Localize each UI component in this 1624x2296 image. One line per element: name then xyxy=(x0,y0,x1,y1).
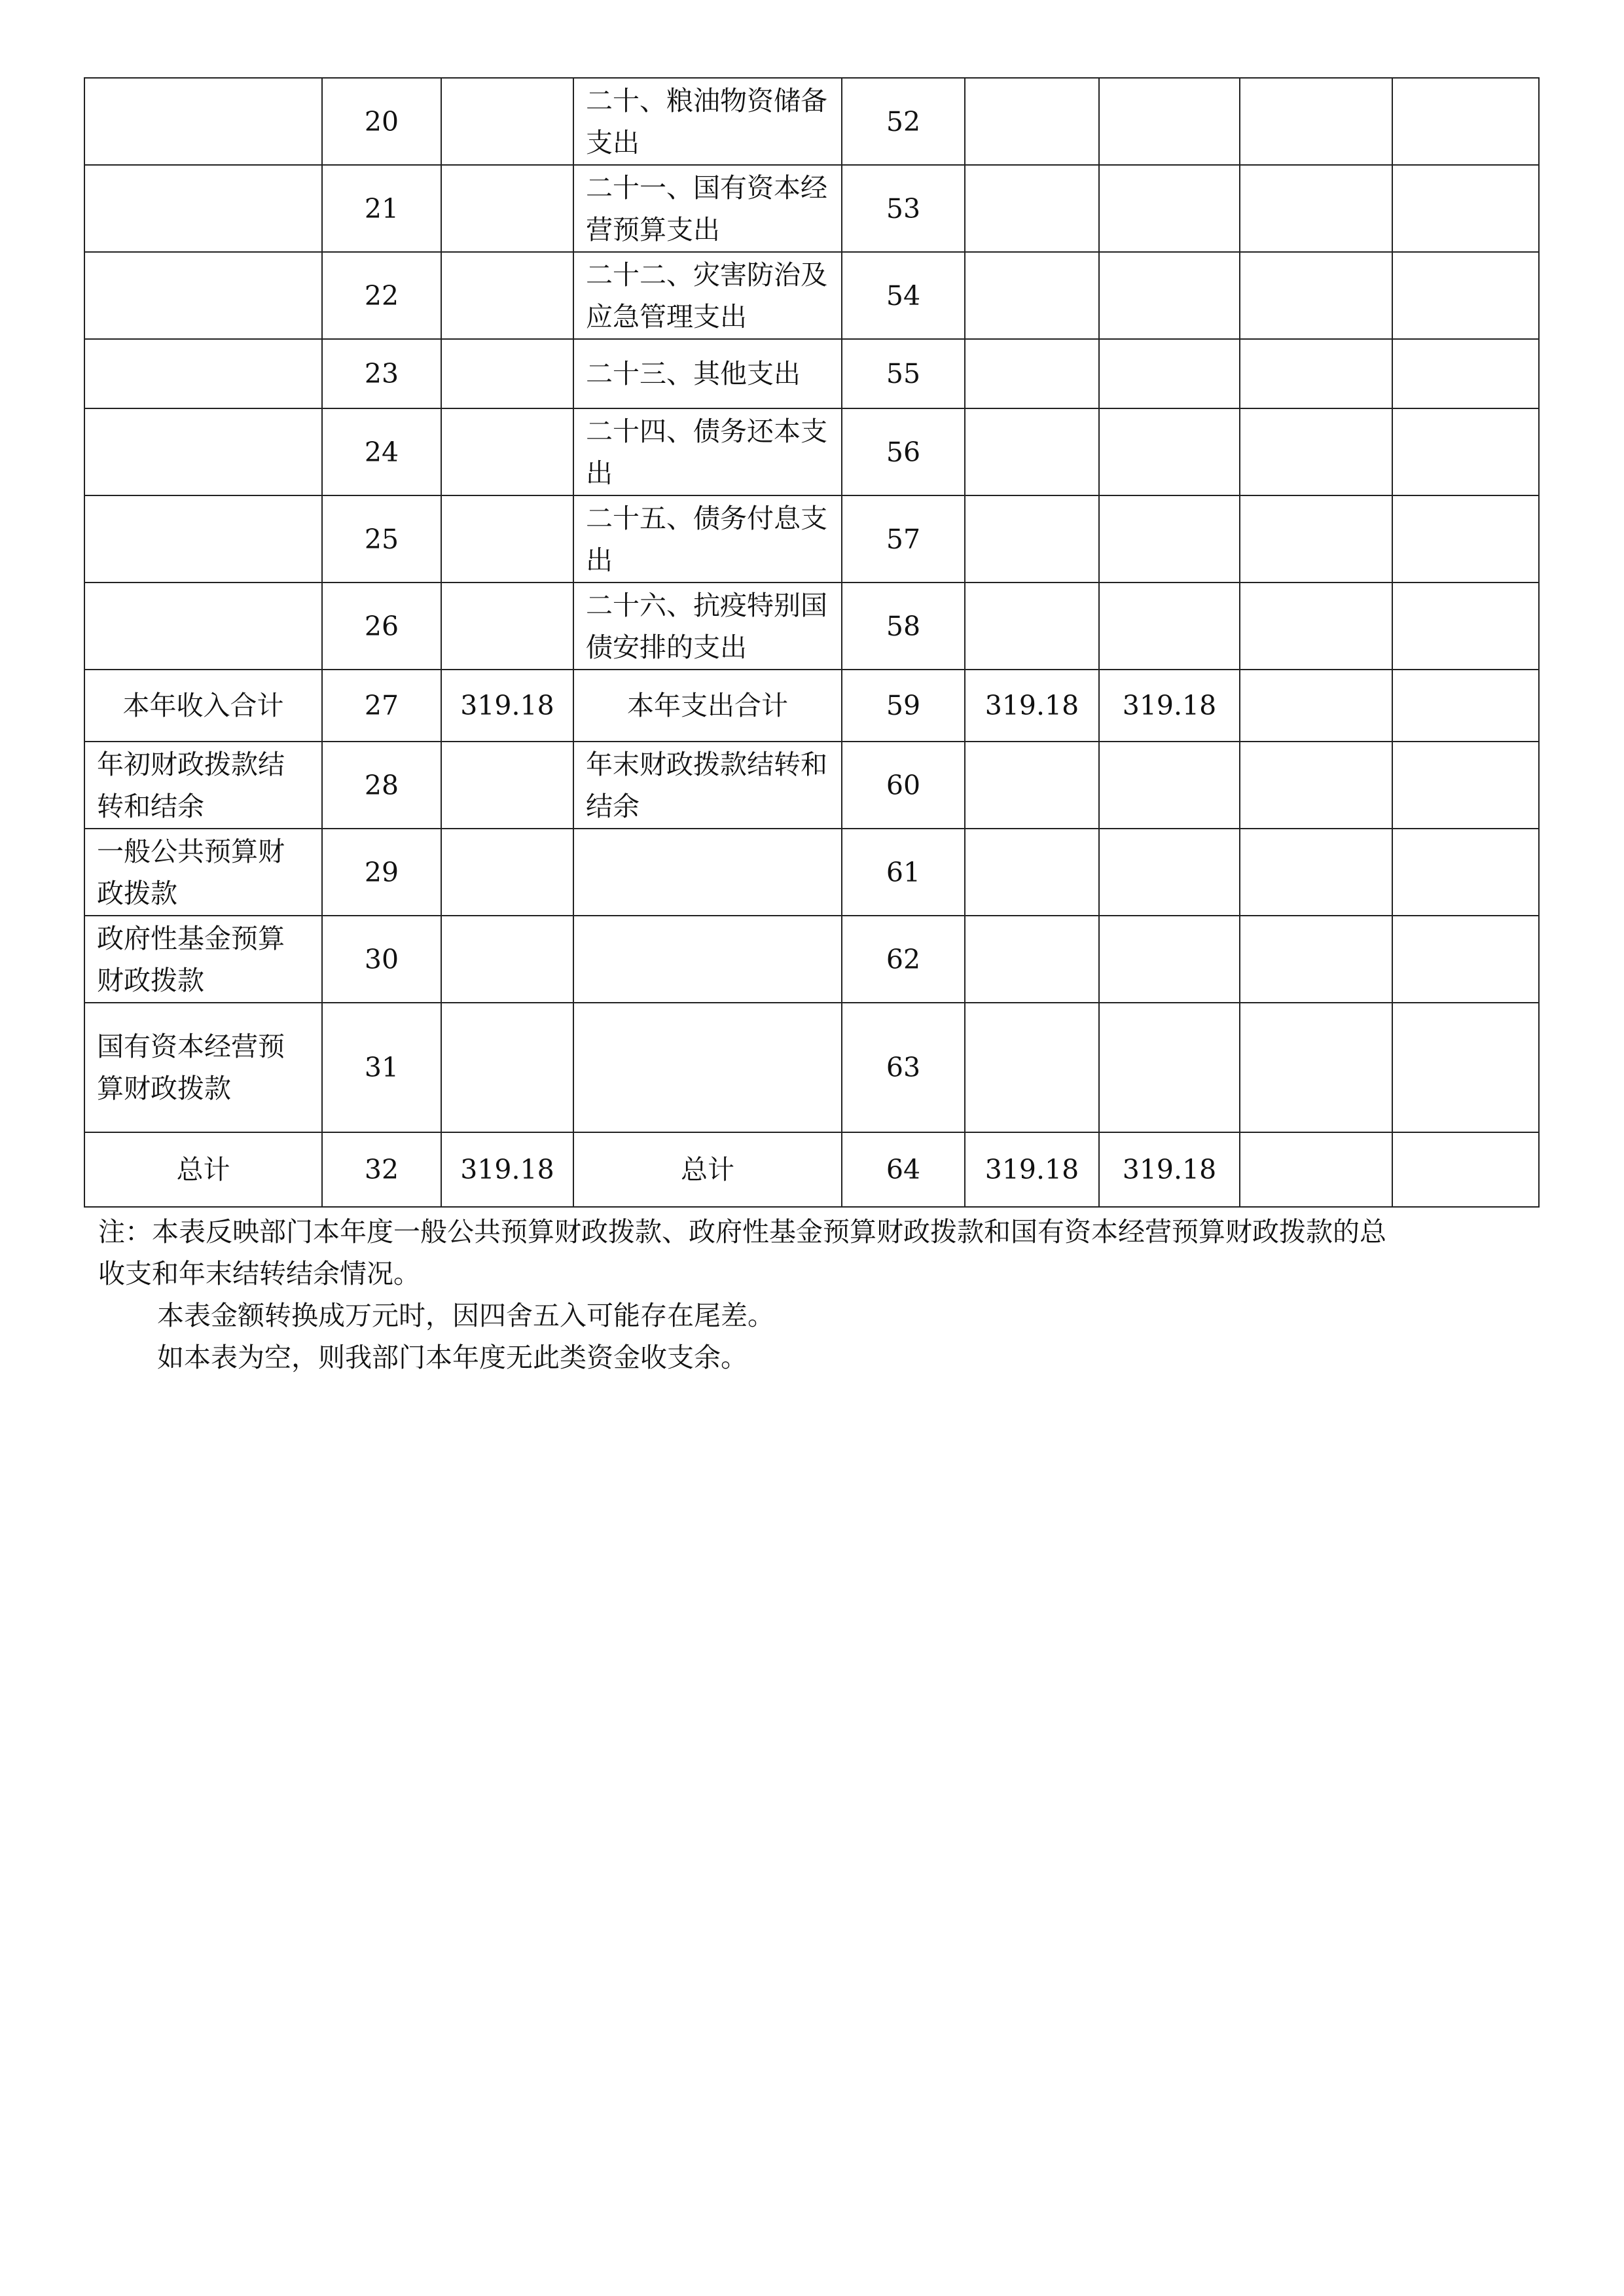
table-row-grand-total xyxy=(84,1132,1539,1207)
revenue-line-no: 25 xyxy=(322,495,441,583)
table-notes xyxy=(98,1211,1407,1378)
revenue-item xyxy=(84,339,322,408)
expenditure-line-no: 58 xyxy=(842,583,965,670)
expenditure-state-capital xyxy=(1392,742,1539,829)
expenditure-total xyxy=(965,742,1099,829)
revenue-item: 一般公共预算财政拨款 xyxy=(84,829,322,916)
revenue-amount xyxy=(441,495,573,583)
expenditure-general-budget xyxy=(1099,339,1240,408)
expenditure-general-budget xyxy=(1099,829,1240,916)
expenditure-gov-fund xyxy=(1240,252,1392,339)
expenditure-general-budget xyxy=(1099,916,1240,1003)
expenditure-general-budget xyxy=(1099,78,1240,165)
revenue-line-no: 29 xyxy=(322,829,441,916)
expenditure-total xyxy=(965,165,1099,252)
revenue-item xyxy=(84,165,322,252)
table-row xyxy=(84,339,1539,408)
expenditure-total xyxy=(965,583,1099,670)
revenue-item xyxy=(84,408,322,495)
table-row xyxy=(84,408,1539,495)
table-row xyxy=(84,495,1539,583)
expenditure-item: 二十四、债务还本支出 xyxy=(573,408,842,495)
expenditure-general-budget xyxy=(1099,495,1240,583)
expenditure-item: 年末财政拨款结转和结余 xyxy=(573,742,842,829)
expenditure-line-no: 55 xyxy=(842,339,965,408)
expenditure-general-budget xyxy=(1099,1003,1240,1132)
revenue-line-no: 24 xyxy=(322,408,441,495)
note-rounding: 本表金额转换成万元时，因四舍五入可能存在尾差。 xyxy=(157,1300,774,1331)
revenue-amount xyxy=(441,339,573,408)
expenditure-line-no: 53 xyxy=(842,165,965,252)
expenditure-state-capital xyxy=(1392,916,1539,1003)
expenditure-gov-fund xyxy=(1240,742,1392,829)
expenditure-state-capital xyxy=(1392,670,1539,742)
revenue-amount: 319.18 xyxy=(441,1132,573,1207)
expenditure-state-capital xyxy=(1392,165,1539,252)
expenditure-item xyxy=(573,916,842,1003)
expenditure-total xyxy=(965,1003,1099,1132)
expenditure-general-budget xyxy=(1099,408,1240,495)
expenditure-line-no: 62 xyxy=(842,916,965,1003)
expenditure-total xyxy=(965,495,1099,583)
expenditure-item xyxy=(573,1003,842,1132)
expenditure-gov-fund xyxy=(1240,829,1392,916)
expenditure-gov-fund xyxy=(1240,408,1392,495)
table-row-current-year-total xyxy=(84,670,1539,742)
expenditure-line-no: 61 xyxy=(842,829,965,916)
expenditure-gov-fund xyxy=(1240,670,1392,742)
expenditure-line-no: 52 xyxy=(842,78,965,165)
expenditure-item xyxy=(573,829,842,916)
expenditure-item: 总计 xyxy=(573,1132,842,1207)
expenditure-total xyxy=(965,339,1099,408)
revenue-item: 年初财政拨款结转和结余 xyxy=(84,742,322,829)
revenue-line-no: 32 xyxy=(322,1132,441,1207)
expenditure-total: 319.18 xyxy=(965,1132,1099,1207)
expenditure-state-capital xyxy=(1392,339,1539,408)
revenue-item xyxy=(84,495,322,583)
expenditure-general-budget xyxy=(1099,583,1240,670)
revenue-line-no: 23 xyxy=(322,339,441,408)
expenditure-state-capital xyxy=(1392,829,1539,916)
expenditure-line-no: 64 xyxy=(842,1132,965,1207)
expenditure-state-capital xyxy=(1392,1003,1539,1132)
expenditure-gov-fund xyxy=(1240,339,1392,408)
expenditure-line-no: 63 xyxy=(842,1003,965,1132)
expenditure-item: 二十、粮油物资储备支出 xyxy=(573,78,842,165)
expenditure-total: 319.18 xyxy=(965,670,1099,742)
revenue-amount xyxy=(441,252,573,339)
revenue-line-no: 31 xyxy=(322,1003,441,1132)
expenditure-general-budget xyxy=(1099,165,1240,252)
expenditure-line-no: 60 xyxy=(842,742,965,829)
expenditure-gov-fund xyxy=(1240,78,1392,165)
expenditure-total xyxy=(965,408,1099,495)
revenue-amount: 319.18 xyxy=(441,670,573,742)
expenditure-state-capital xyxy=(1392,1132,1539,1207)
note-empty-table: 如本表为空，则我部门本年度无此类资金收支余。 xyxy=(157,1342,748,1373)
table-row xyxy=(84,165,1539,252)
expenditure-line-no: 56 xyxy=(842,408,965,495)
revenue-amount xyxy=(441,583,573,670)
expenditure-total xyxy=(965,916,1099,1003)
revenue-amount xyxy=(441,742,573,829)
revenue-item xyxy=(84,78,322,165)
expenditure-gov-fund xyxy=(1240,165,1392,252)
expenditure-gov-fund xyxy=(1240,583,1392,670)
expenditure-state-capital xyxy=(1392,583,1539,670)
expenditure-general-budget xyxy=(1099,742,1240,829)
table-row-carryover-general xyxy=(84,829,1539,916)
expenditure-state-capital xyxy=(1392,78,1539,165)
revenue-amount xyxy=(441,1003,573,1132)
revenue-amount xyxy=(441,78,573,165)
expenditure-line-no: 59 xyxy=(842,670,965,742)
expenditure-gov-fund xyxy=(1240,1003,1392,1132)
expenditure-gov-fund xyxy=(1240,1132,1392,1207)
revenue-item xyxy=(84,252,322,339)
table-summary xyxy=(84,670,1539,1207)
table-row xyxy=(84,252,1539,339)
note-scope: 注：本表反映部门本年度一般公共预算财政拨款、政府性基金预算财政拨款和国有资本经营预算财政拨款的总收支和年末结转结余情况。 xyxy=(98,1216,1386,1289)
expenditure-general-budget xyxy=(1099,252,1240,339)
revenue-line-no: 30 xyxy=(322,916,441,1003)
expenditure-gov-fund xyxy=(1240,495,1392,583)
table-row-carryover-state xyxy=(84,1003,1539,1132)
revenue-amount xyxy=(441,829,573,916)
expenditure-item: 二十一、国有资本经营预算支出 xyxy=(573,165,842,252)
expenditure-item: 本年支出合计 xyxy=(573,670,842,742)
revenue-line-no: 28 xyxy=(322,742,441,829)
table-row-carryover xyxy=(84,742,1539,829)
expenditure-total xyxy=(965,829,1099,916)
expenditure-total xyxy=(965,78,1099,165)
revenue-line-no: 21 xyxy=(322,165,441,252)
table-row xyxy=(84,583,1539,670)
revenue-item: 政府性基金预算财政拨款 xyxy=(84,916,322,1003)
expenditure-item: 二十二、灾害防治及应急管理支出 xyxy=(573,252,842,339)
revenue-amount xyxy=(441,916,573,1003)
revenue-item: 国有资本经营预算财政拨款 xyxy=(84,1003,322,1132)
expenditure-general-budget: 319.18 xyxy=(1099,670,1240,742)
revenue-line-no: 20 xyxy=(322,78,441,165)
expenditure-state-capital xyxy=(1392,408,1539,495)
expenditure-state-capital xyxy=(1392,252,1539,339)
fiscal-revenue-expenditure-table xyxy=(84,77,1540,1208)
expenditure-state-capital xyxy=(1392,495,1539,583)
expenditure-gov-fund xyxy=(1240,916,1392,1003)
expenditure-total xyxy=(965,252,1099,339)
revenue-line-no: 22 xyxy=(322,252,441,339)
expenditure-item: 二十六、抗疫特别国债安排的支出 xyxy=(573,583,842,670)
expenditure-item: 二十三、其他支出 xyxy=(573,339,842,408)
table-row xyxy=(84,78,1539,165)
expenditure-item: 二十五、债务付息支出 xyxy=(573,495,842,583)
revenue-line-no: 27 xyxy=(322,670,441,742)
expenditure-general-budget: 319.18 xyxy=(1099,1132,1240,1207)
revenue-item: 本年收入合计 xyxy=(84,670,322,742)
expenditure-line-no: 57 xyxy=(842,495,965,583)
expenditure-line-no: 54 xyxy=(842,252,965,339)
revenue-line-no: 26 xyxy=(322,583,441,670)
revenue-item xyxy=(84,583,322,670)
table-body xyxy=(84,78,1539,670)
revenue-amount xyxy=(441,165,573,252)
table-row-carryover-fund xyxy=(84,916,1539,1003)
revenue-amount xyxy=(441,408,573,495)
revenue-item: 总计 xyxy=(84,1132,322,1207)
